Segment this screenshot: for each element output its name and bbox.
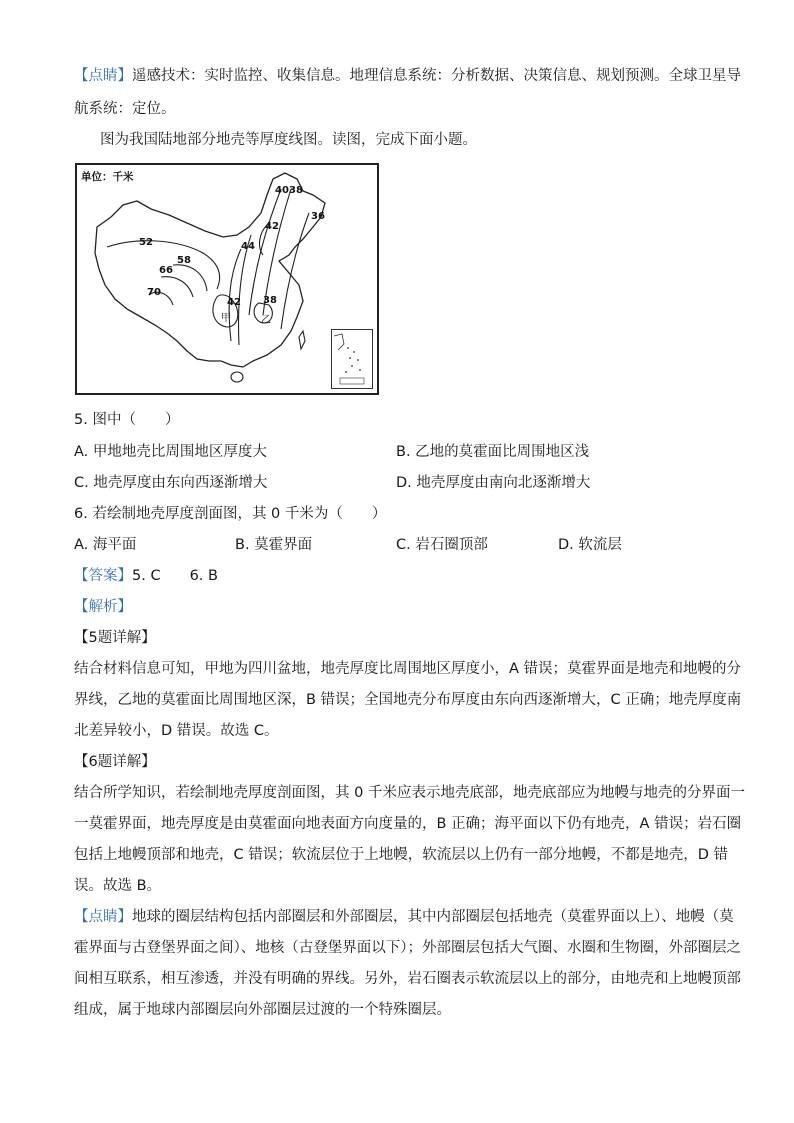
analysis-heading: 【解析】 <box>74 599 132 615</box>
contour-label-40: 40 <box>275 185 289 196</box>
inset-graphic <box>332 330 372 388</box>
answer-tag: 【答案】 <box>74 568 132 584</box>
d5-title: 【5题详解】 <box>74 630 156 646</box>
q5-option-b: B. 乙地的莫霍面比周围地区浅 <box>396 444 590 460</box>
d6-line3: 包括上地幔顶部和地壳，C 错误；软流层位于上地幔，软流层以上仍有一部分地幔，不都是地壳，D 错 <box>74 847 729 863</box>
contour-label-36: 36 <box>311 211 325 222</box>
d6-line2: 一莫霍界面，地壳厚度是由莫霍面向地表面方向度量的，B 正确；海平面以下仍有地壳，A 错误；岩石圈 <box>74 816 742 832</box>
map-unit-label: 单位：千米 <box>81 171 134 183</box>
d5-line1: 结合材料信息可知，甲地为四川盆地，地壳厚度比周围地区厚度小，A 错误；莫霍界面是地壳和地幔的分 <box>74 661 742 677</box>
place-jia: 甲 <box>221 313 231 324</box>
contour-label-66: 66 <box>159 265 173 276</box>
intro-text: 图为我国陆地部分地壳等厚度线图。读图，完成下面小题。 <box>100 132 477 148</box>
d5-line2: 界线，乙地的莫霍面比周围地区深，B 错误；全国地壳分布厚度由东向西逐渐增大，C 正确；地壳厚度南 <box>74 692 742 708</box>
contour-label-42: 42 <box>265 221 279 232</box>
q5-option-c: C. 地壳厚度由东向西逐渐增大 <box>74 475 268 491</box>
q6-stem: 6. 若绘制地壳厚度剖面图，其 0 千米为（ ） <box>74 506 387 522</box>
note1-tag: 【点睛】 <box>74 68 132 84</box>
note2-line3: 间相互联系，相互渗透，并没有明确的界线。另外，岩石圈表示软流层以上的部分，由地壳和上地幔顶部 <box>74 971 741 987</box>
d6-line1: 结合所学知识，若绘制地壳厚度剖面图，其 0 千米应表示地壳底部，地壳底部应为地幔与地壳的分界面一 <box>74 785 745 801</box>
contour-label-38b: 38 <box>263 295 277 306</box>
q6-option-b: B. 莫霍界面 <box>235 537 313 553</box>
q6-option-c: C. 岩石圈顶部 <box>396 537 488 553</box>
contour-label-42b: 42 <box>227 297 241 308</box>
q5-stem: 5. 图中（ ） <box>74 412 180 428</box>
hainan-island <box>231 372 243 382</box>
note2-line4: 组成，属于地球内部圈层向外部圈层过渡的一个特殊圈层。 <box>74 1002 451 1018</box>
note1-line2: 航系统：定位。 <box>74 101 176 117</box>
note2-tag: 【点睛】 <box>74 909 132 925</box>
q6-option-d: D. 软流层 <box>558 537 622 553</box>
d5-line3: 北差异较小，D 错误。故选 C。 <box>74 723 279 739</box>
note2-line2: 霍界面与古登堡界面之间）、地核（古登堡界面以下）；外部圈层包括大气圈、水圈和生物圈，外部圈层之 <box>74 940 741 956</box>
note2-line1 <box>74 907 734 927</box>
contour-label-38: 38 <box>289 185 303 196</box>
answer-text: 5. C 6. B <box>132 568 218 584</box>
country-outline <box>95 173 325 367</box>
note1-line1 <box>74 66 741 86</box>
contour-label-58: 58 <box>177 255 191 266</box>
contour-label-44: 44 <box>241 241 255 252</box>
contour-66 <box>161 277 193 297</box>
q5-option-d: D. 地壳厚度由南向北逐渐增大 <box>396 475 591 491</box>
q6-option-a: A. 海平面 <box>74 537 137 553</box>
contour-label-52: 52 <box>139 237 153 248</box>
d6-title: 【6题详解】 <box>74 754 156 770</box>
taiwan-island <box>299 331 305 349</box>
contour-36 <box>281 213 309 329</box>
note2-text1: 地球的圈层结构包括内部圈层和外部圈层，其中内部圈层包括地壳（莫霍界面以上）、地幔（莫 <box>132 909 734 925</box>
d6-line4: 误。故选 B。 <box>74 878 162 894</box>
note1-text1: 遥感技术：实时监控、收集信息。地理信息系统：分析数据、决策信息、规划预测。全球卫星导 <box>132 68 741 84</box>
contour-label-70: 70 <box>147 287 161 298</box>
answer-line <box>74 566 734 586</box>
contour-58 <box>173 265 207 291</box>
south-china-sea-inset <box>331 329 373 389</box>
crust-thickness-map <box>75 163 379 395</box>
q5-option-a: A. 甲地地壳比周围地区厚度大 <box>74 444 267 460</box>
place-yi: 乙 <box>261 315 271 326</box>
